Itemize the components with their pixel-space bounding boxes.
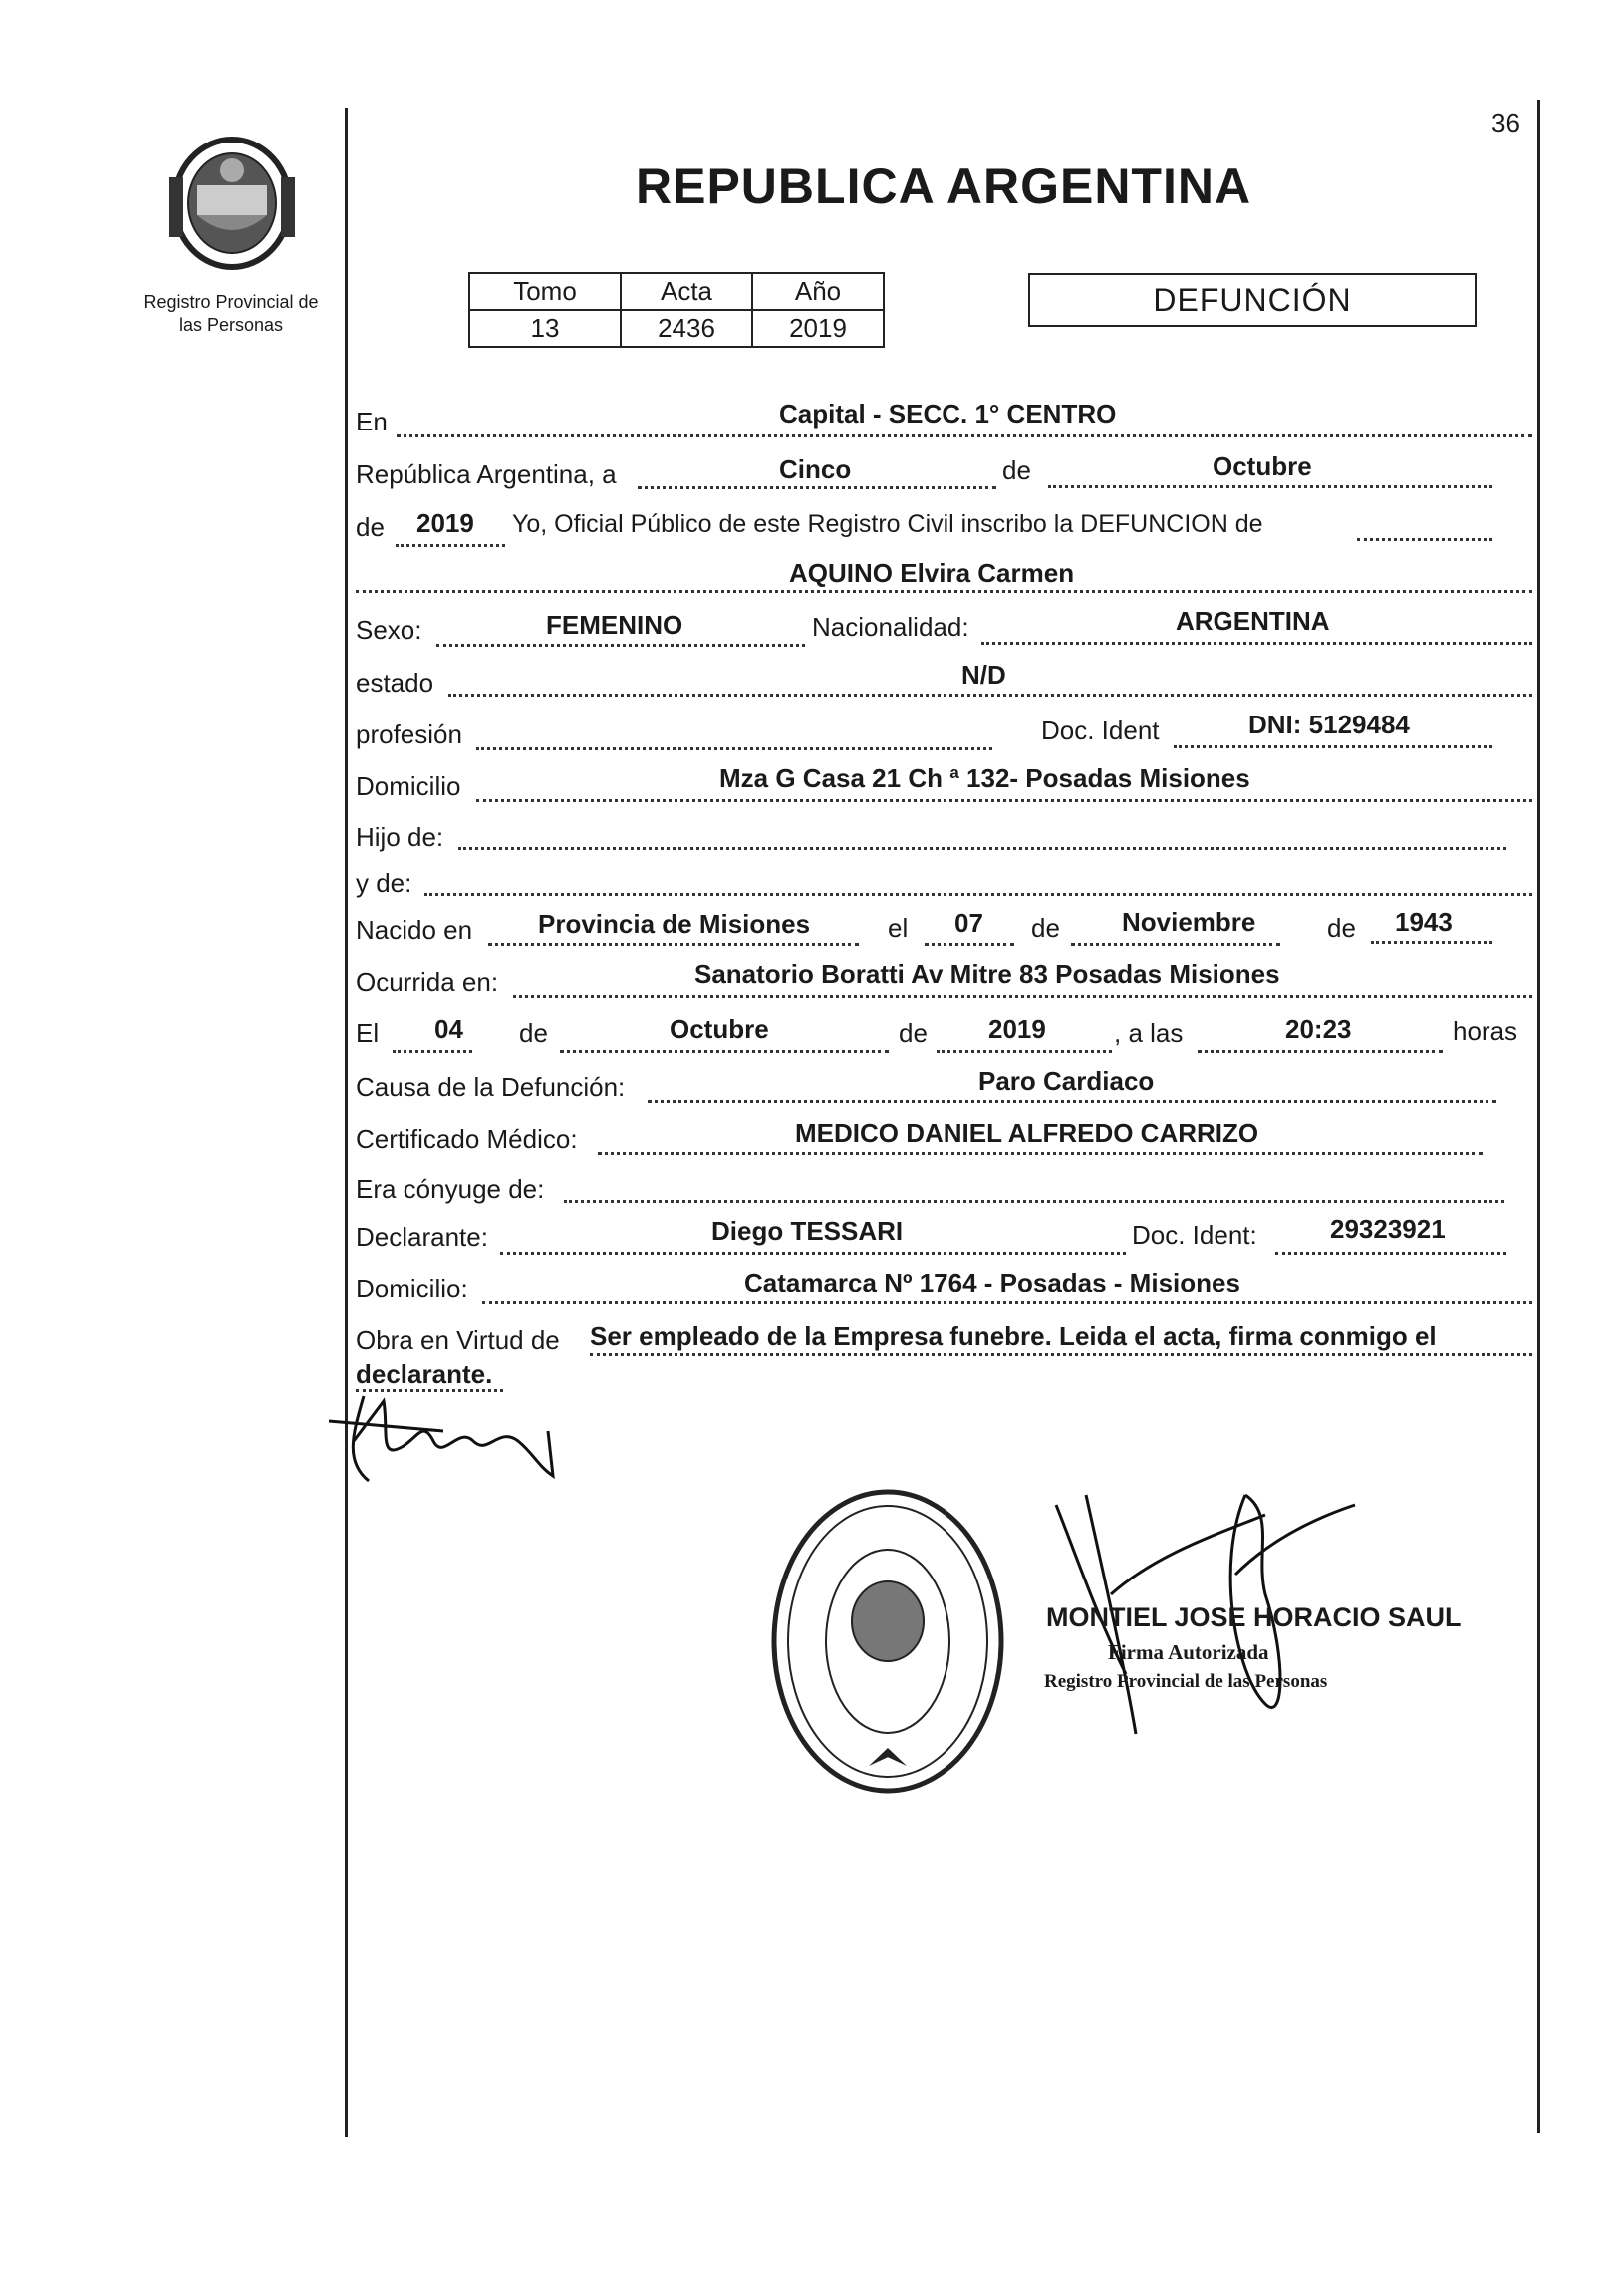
anio-header: Año <box>752 273 884 310</box>
fill-line <box>1174 745 1492 748</box>
tomo-value: 13 <box>469 310 621 347</box>
fill-line <box>638 486 996 489</box>
day-value: Cinco <box>779 454 852 484</box>
official-name: MONTIEL JOSE HORACIO SAUL <box>1046 1602 1462 1632</box>
fill-line <box>590 1353 1532 1356</box>
fill-line <box>482 1301 1532 1304</box>
de-label: de <box>356 512 385 542</box>
horas-label: horas <box>1453 1016 1518 1046</box>
estado-value: N/D <box>961 660 1006 690</box>
death-month: Octubre <box>670 1014 769 1044</box>
fill-line <box>1198 1050 1443 1053</box>
fill-line <box>458 847 1506 850</box>
fill-line <box>560 1050 889 1053</box>
el-label: el <box>888 913 909 943</box>
en-label: En <box>356 407 388 436</box>
fill-line <box>925 943 1014 946</box>
record-type: DEFUNCIÓN <box>1028 273 1477 327</box>
declarant-signature <box>324 1381 563 1491</box>
profesion-label: profesión <box>356 719 462 749</box>
tomo-header: Tomo <box>469 273 621 310</box>
ocurrida-label: Ocurrida en: <box>356 967 499 997</box>
doc-ident-label: Doc. Ident <box>1041 716 1160 745</box>
page-title: REPUBLICA ARGENTINA <box>636 158 1252 214</box>
birth-day: 07 <box>954 908 983 938</box>
fill-line <box>436 644 805 647</box>
fill-line <box>513 995 1532 998</box>
fill-line <box>488 943 859 946</box>
alas-label: , a las <box>1114 1018 1184 1048</box>
obra-label: Obra en Virtud de <box>356 1325 560 1355</box>
fill-line <box>424 893 1532 896</box>
doc-ident-label: Doc. Ident: <box>1132 1220 1257 1250</box>
fill-line <box>356 590 1532 593</box>
acta-header: Acta <box>621 273 752 310</box>
certificado-label: Certificado Médico: <box>356 1124 578 1154</box>
right-margin-line <box>1537 100 1540 2133</box>
certificado-value: MEDICO DANIEL ALFREDO CARRIZO <box>795 1118 1259 1148</box>
yde-label: y de: <box>356 868 412 898</box>
de-label: de <box>519 1018 548 1048</box>
fill-line <box>500 1252 1126 1255</box>
obra-value: Ser empleado de la Empresa funebre. Leida el acta, firma conmigo el <box>590 1321 1437 1351</box>
fill-line <box>1048 485 1492 488</box>
fill-line <box>1371 941 1492 944</box>
official-seal <box>769 1487 1006 1796</box>
registry-caption <box>122 291 341 337</box>
registry-caption-line1: Registro Provincial de <box>143 292 319 312</box>
dni-value: DNI: 5129484 <box>1248 710 1410 739</box>
record-table <box>468 272 885 348</box>
de-label: de <box>1327 913 1356 943</box>
page-number: 36 <box>1491 108 1520 138</box>
de-label: de <box>899 1018 928 1048</box>
El-label: El <box>356 1018 380 1048</box>
causa-label: Causa de la Defunción: <box>356 1072 626 1102</box>
fill-line <box>476 747 992 750</box>
hijo-label: Hijo de: <box>356 822 444 852</box>
estado-label: estado <box>356 668 434 698</box>
acta-value: 2436 <box>621 310 752 347</box>
official-office: Registro Provincial de las Personas <box>1044 1671 1328 1692</box>
domicilio-value: Mza G Casa 21 Ch ª 132- Posadas Misiones <box>719 763 1250 793</box>
nacido-value: Provincia de Misiones <box>538 909 811 939</box>
birth-month: Noviembre <box>1122 907 1256 937</box>
fill-line <box>396 544 505 547</box>
official-role: Firma Autorizada <box>1108 1640 1269 1664</box>
year-value: 2019 <box>416 508 474 538</box>
conyuge-label: Era cónyuge de: <box>356 1174 545 1204</box>
fill-line <box>937 1050 1112 1053</box>
fill-line <box>476 799 1532 802</box>
province-coat-of-arms <box>157 126 307 275</box>
domicilio2-label: Domicilio: <box>356 1274 468 1303</box>
declarante-doc: 29323921 <box>1330 1214 1446 1244</box>
fill-line <box>393 1050 472 1053</box>
fill-line <box>1275 1252 1506 1255</box>
fill-line <box>564 1200 1504 1203</box>
sexo-label: Sexo: <box>356 615 422 645</box>
fill-line <box>448 694 1532 697</box>
causa-value: Paro Cardiaco <box>978 1066 1155 1096</box>
intro-text: Yo, Oficial Público de este Registro Civil inscribo la DEFUNCION de <box>512 510 1263 538</box>
anio-value: 2019 <box>752 310 884 347</box>
ocurrida-value: Sanatorio Boratti Av Mitre 83 Posadas Misiones <box>694 959 1280 989</box>
death-year: 2019 <box>988 1014 1046 1044</box>
fill-line <box>1357 538 1492 541</box>
nacionalidad-value: ARGENTINA <box>1176 606 1330 636</box>
death-day: 04 <box>434 1014 463 1044</box>
fill-line <box>397 434 1532 437</box>
birth-year: 1943 <box>1395 907 1453 937</box>
fill-line <box>598 1152 1483 1155</box>
month-value: Octubre <box>1213 451 1312 481</box>
fill-line <box>648 1100 1496 1103</box>
nacido-label: Nacido en <box>356 915 473 945</box>
obra-value-cont: declarante. <box>356 1359 493 1389</box>
de-label: de <box>1002 455 1031 485</box>
sexo-value: FEMENINO <box>546 610 683 640</box>
left-margin-line <box>345 108 348 2137</box>
domicilio2-value: Catamarca Nº 1764 - Posadas - Misiones <box>744 1268 1240 1297</box>
death-time: 20:23 <box>1285 1014 1352 1044</box>
registry-caption-line2: las Personas <box>178 315 284 335</box>
declarante-value: Diego TESSARI <box>711 1216 904 1246</box>
republica-label: República Argentina, a <box>356 459 617 489</box>
domicilio-label: Domicilio <box>356 771 461 801</box>
de-label: de <box>1031 913 1060 943</box>
nacionalidad-label: Nacionalidad: <box>812 612 969 642</box>
place-value: Capital - SECC. 1° CENTRO <box>779 399 1117 429</box>
fill-line <box>1071 943 1280 946</box>
deceased-name: AQUINO Elvira Carmen <box>789 558 1075 588</box>
declarante-label: Declarante: <box>356 1222 488 1252</box>
fill-line <box>981 642 1532 645</box>
